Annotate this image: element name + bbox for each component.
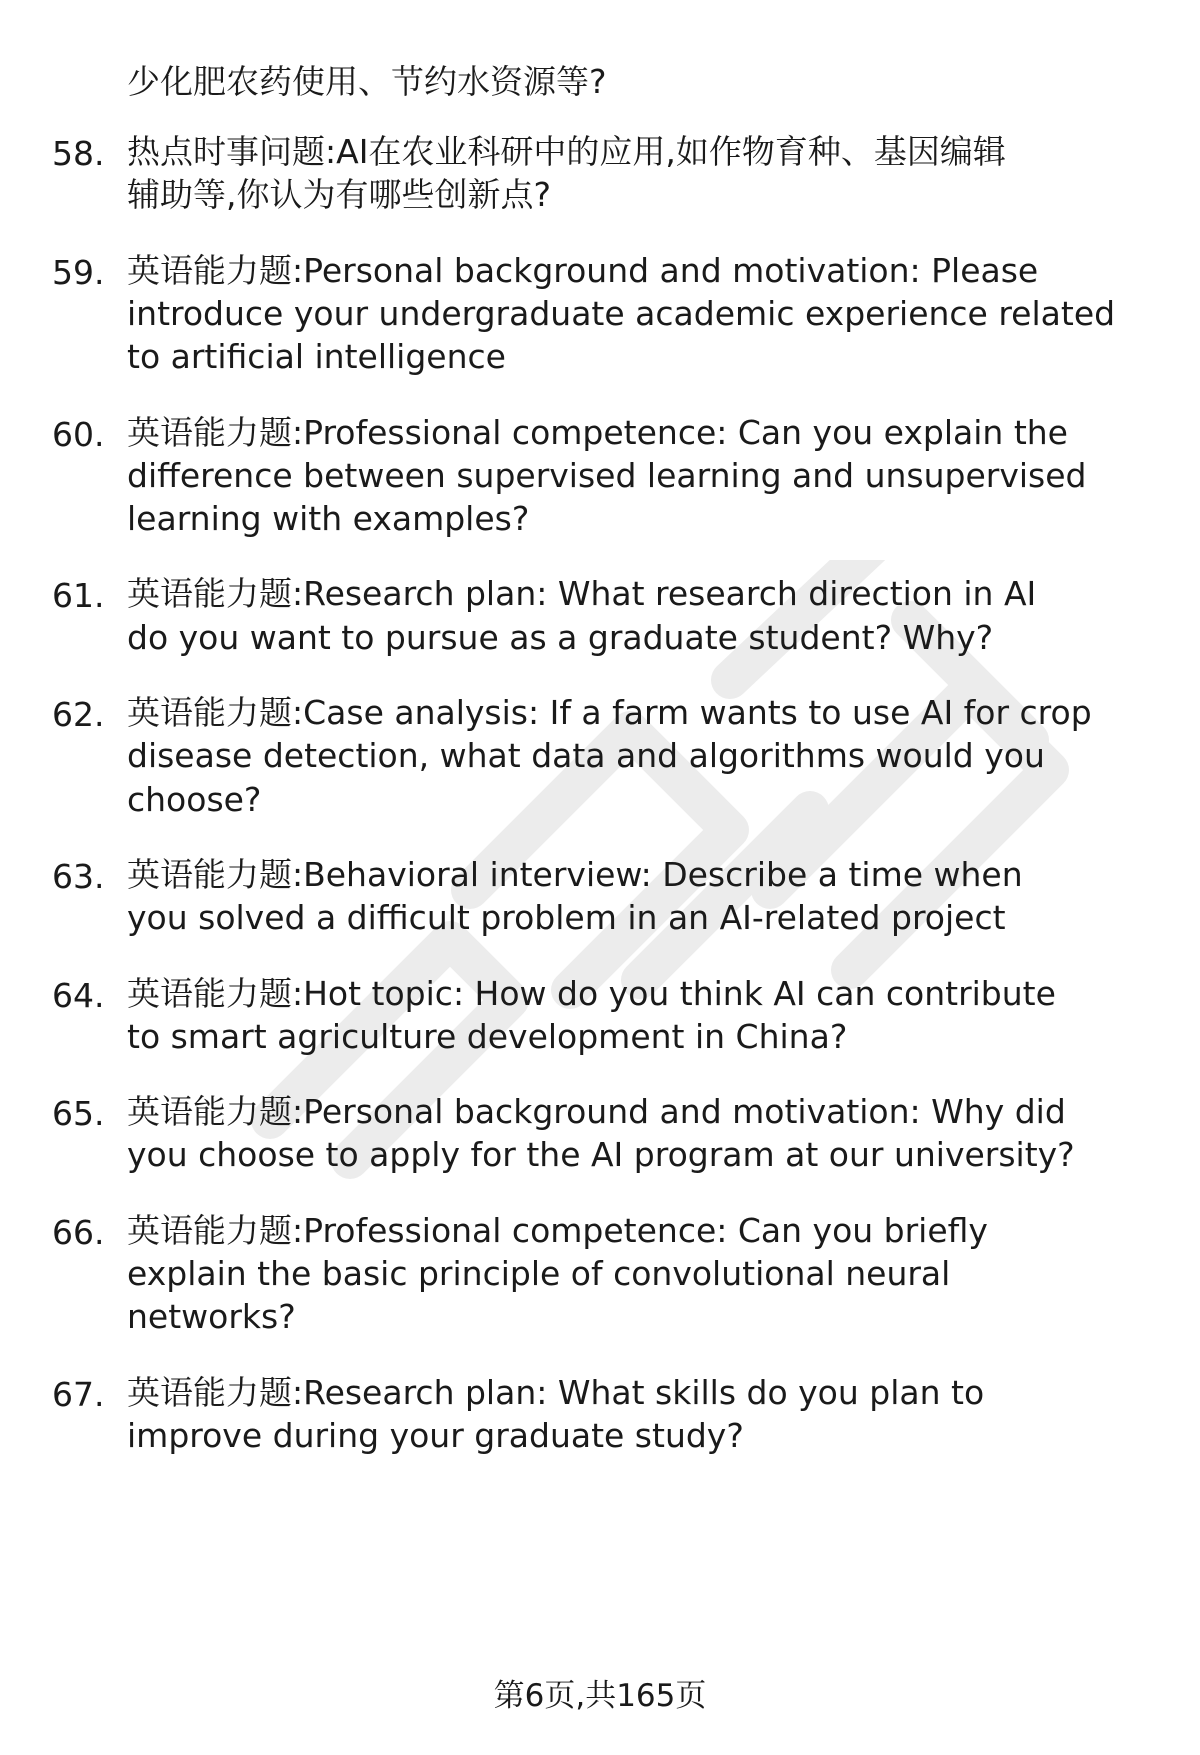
question-text (127, 691, 1167, 821)
question-line: disease detection, what data and algorithms would you (127, 736, 1045, 776)
question-text (127, 411, 1167, 541)
question-line: 英语能力题:Personal background and motivation: Why did (127, 1092, 1066, 1132)
question-number: 65. (52, 1094, 105, 1134)
question-line: improve during your graduate study? (127, 1415, 744, 1455)
question-line: you choose to apply for the AI program at our university? (127, 1135, 1075, 1175)
question-line: 英语能力题:Case analysis: If a farm wants to use AI for crop (127, 693, 1092, 732)
question-line: 英语能力题:Professional competence: Can you explain the (127, 412, 1068, 452)
question-line: do you want to pursue as a graduate student? Why? (127, 617, 994, 657)
question-number: 58. (52, 134, 105, 173)
question-line: networks? (127, 1297, 296, 1337)
page-footer: 第6页,共165页 (493, 1678, 707, 1714)
question-number: 60. (52, 414, 105, 454)
question-number: 63. (52, 856, 105, 896)
question-line: 英语能力题:Research plan: What skills do you plan to (127, 1372, 985, 1412)
question-line: learning with examples? (127, 499, 530, 539)
question-text (127, 572, 1167, 659)
question-number: 67. (52, 1374, 105, 1414)
question-line: you solved a difficult problem in an AI-related project (127, 898, 1006, 938)
question-number: 62. (52, 695, 105, 734)
question-text (127, 130, 1167, 217)
question-text (127, 853, 1167, 940)
question-text (127, 1371, 1167, 1458)
question-line: 英语能力题:Professional competence: Can you briefly (127, 1210, 988, 1250)
question-text (127, 972, 1167, 1059)
question-text (127, 1209, 1167, 1339)
question-line: difference between supervised learning and unsupervised (127, 455, 1087, 495)
question-number: 61. (52, 576, 105, 616)
continued-question-text: 少化肥农药使用、节约水资源等? (127, 62, 607, 101)
question-line: introduce your undergraduate academic experience related (127, 293, 1116, 333)
question-line: 英语能力题:Behavioral interview: Describe a time when (127, 854, 1023, 894)
question-number: 59. (52, 252, 105, 292)
question-line: 英语能力题:Personal background and motivation: Please (127, 250, 1039, 290)
question-line: 热点时事问题:AI在农业科研中的应用,如作物育种、基因编辑 (127, 132, 1006, 171)
question-line: to smart agriculture development in China? (127, 1016, 848, 1056)
question-text (127, 249, 1167, 379)
question-line: to artificial intelligence (127, 337, 506, 377)
question-line: explain the basic principle of convolutional neural (127, 1253, 951, 1293)
question-number: 64. (52, 975, 105, 1015)
question-line: 英语能力题:Hot topic: How do you think AI can contribute (127, 973, 1056, 1013)
question-line: 英语能力题:Research plan: What research direction in AI (127, 574, 1037, 614)
question-text (127, 1090, 1167, 1177)
question-line: choose? (127, 779, 262, 819)
question-number: 66. (52, 1212, 105, 1252)
question-line: 辅助等,你认为有哪些创新点? (127, 175, 552, 215)
